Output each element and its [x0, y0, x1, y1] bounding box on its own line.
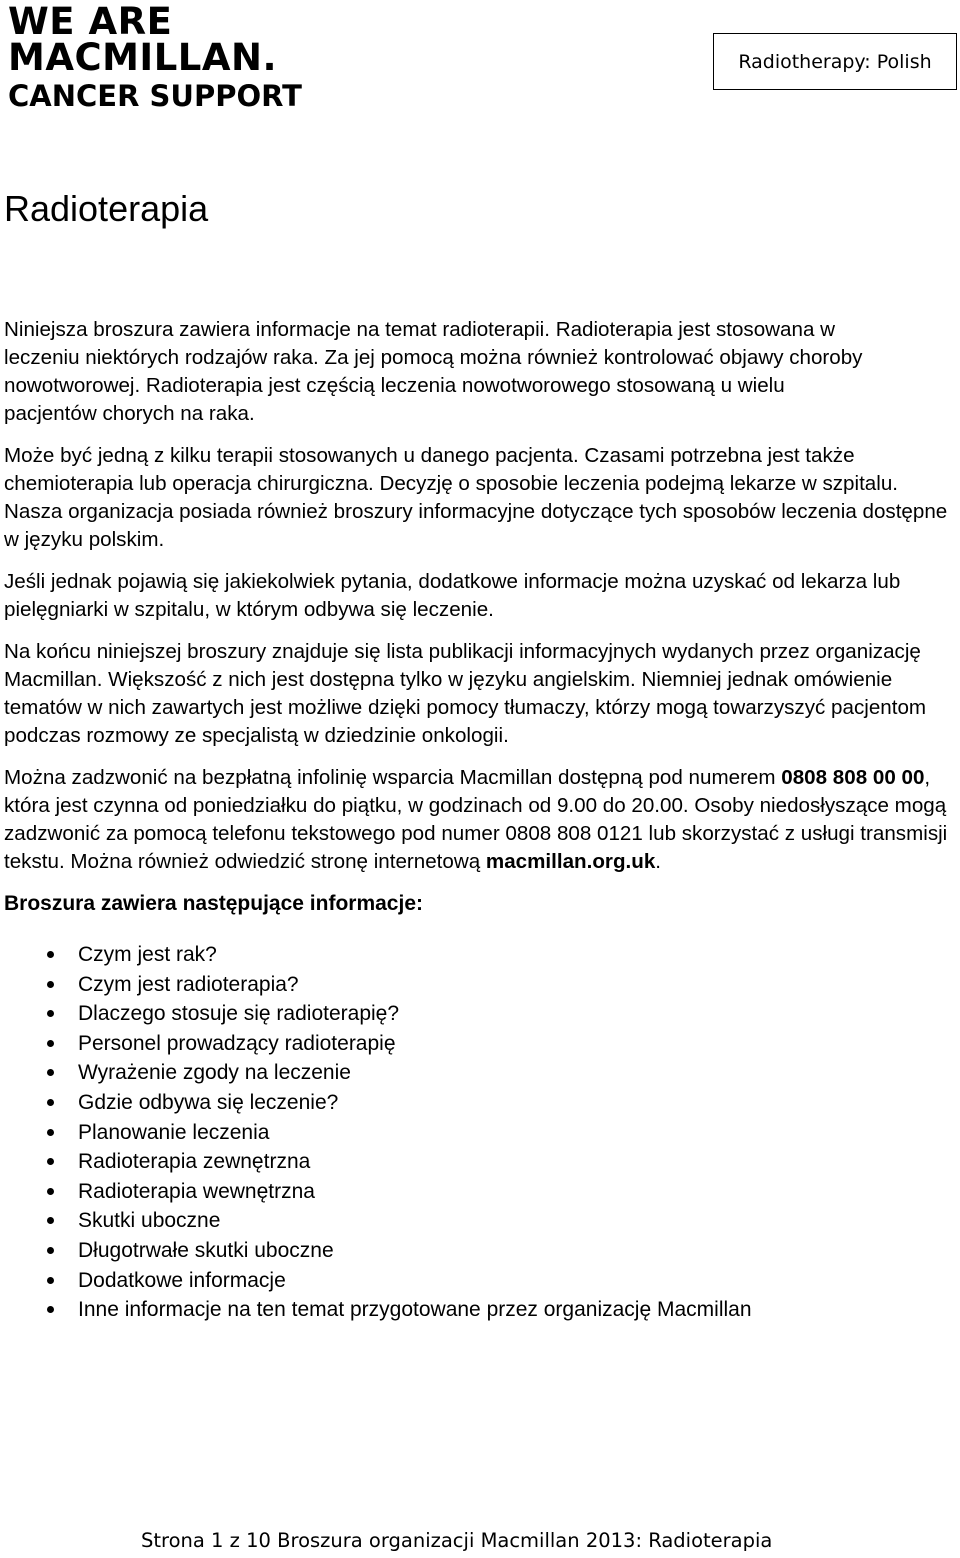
- logo-line-3: CANCER SUPPORT: [8, 79, 302, 113]
- helpline-phone: 0808 808 00 00: [781, 766, 925, 789]
- list-item: Radioterapia wewnętrzna: [4, 1177, 960, 1207]
- list-item: Planowanie leczenia: [4, 1118, 960, 1148]
- paragraph-questions: Jeśli jednak pojawią się jakiekolwiek pytania, dodatkowe informacje można uzyskać od lekarza lub pielęgniarki w szpitalu, w którym odbywa się leczenie.: [4, 570, 901, 621]
- main-content: [4, 316, 960, 1325]
- paragraph-other-treatments: Może być jedną z kilku terapii stosowanych u danego pacjenta. Czasami potrzebna jest także chemioterapia lub operacja chirurgiczna. Decyzję o sposobie leczenia podejmą lekarze w szpitalu. Nasza organizacja posiada również broszury informacyjne dotyczące tych sposobów leczenia dostępne w języku polskim.: [4, 444, 948, 551]
- list-item: Dodatkowe informacje: [4, 1266, 960, 1296]
- helpline-text-3: .: [655, 850, 662, 873]
- list-item: Personel prowadzący radioterapię: [4, 1029, 960, 1059]
- website-link[interactable]: macmillan.org.uk: [485, 850, 656, 873]
- logo-line-2: MACMILLAN.: [8, 36, 278, 79]
- page-footer: Strona 1 z 10 Broszura organizacji Macmillan 2013: Radioterapia: [141, 1529, 773, 1552]
- paragraph-intro: Niniejsza broszura zawiera informacje na temat radioterapii. Radioterapia jest stosowana w leczeniu niektórych rodzajów raka. Za jej pomocą można również kontrolować objawy choroby nowotworowej. Radioterapia jest częścią leczenia nowotworowego stosowaną u wielu pacjentów chorych na raka.: [4, 318, 863, 425]
- list-item: Inne informacje na ten temat przygotowane przez organizację Macmillan: [4, 1295, 960, 1325]
- list-item: Czym jest radioterapia?: [4, 970, 960, 1000]
- contents-heading: Broszura zawiera następujące informacje:: [4, 892, 423, 915]
- list-item: Wyrażenie zgody na leczenie: [4, 1058, 960, 1088]
- helpline-text-2: , która jest czynna od poniedziałku do piątku, w godzinach od 9.00 do 20.00. Osoby niedosłyszące mogą zadzwonić za pomocą telefonu tekstowego pod numer 0808 808 0121 lub skorzystać z usługi transmisji tekstu. Można również odwiedzić stronę internetową: [4, 766, 948, 873]
- helpline-text-1: Można zadzwonić na bezpłatną infolinię wsparcia Macmillan dostępną pod numerem: [4, 766, 782, 789]
- list-item: Dlaczego stosuje się radioterapię?: [4, 999, 960, 1029]
- list-item: Długotrwałe skutki uboczne: [4, 1236, 960, 1266]
- list-item: Radioterapia zewnętrzna: [4, 1147, 960, 1177]
- list-item: Czym jest rak?: [4, 940, 960, 970]
- list-item: Skutki uboczne: [4, 1206, 960, 1236]
- topics-list: [4, 940, 960, 1325]
- language-tag: Radiotherapy: Polish: [713, 33, 957, 90]
- paragraph-publications: Na końcu niniejszej broszury znajduje się lista publikacji informacyjnych wydanych przez organizację Macmillan. Większość z nich jest dostępna tylko w języku angielskim. Niemniej jednak omówienie tematów w nich zawartych jest możliwe dzięki pomocy tłumaczy, którzy mogą towarzyszyć pacjentom podczas rozmowy ze specjalistą w dziedzinie onkologii.: [4, 640, 927, 747]
- paragraph-helpline: [4, 764, 960, 876]
- macmillan-logo: [8, 0, 302, 116]
- list-item: Gdzie odbywa się leczenie?: [4, 1088, 960, 1118]
- page-title: Radioterapia: [4, 188, 209, 229]
- logo-line-1: WE ARE: [8, 0, 173, 43]
